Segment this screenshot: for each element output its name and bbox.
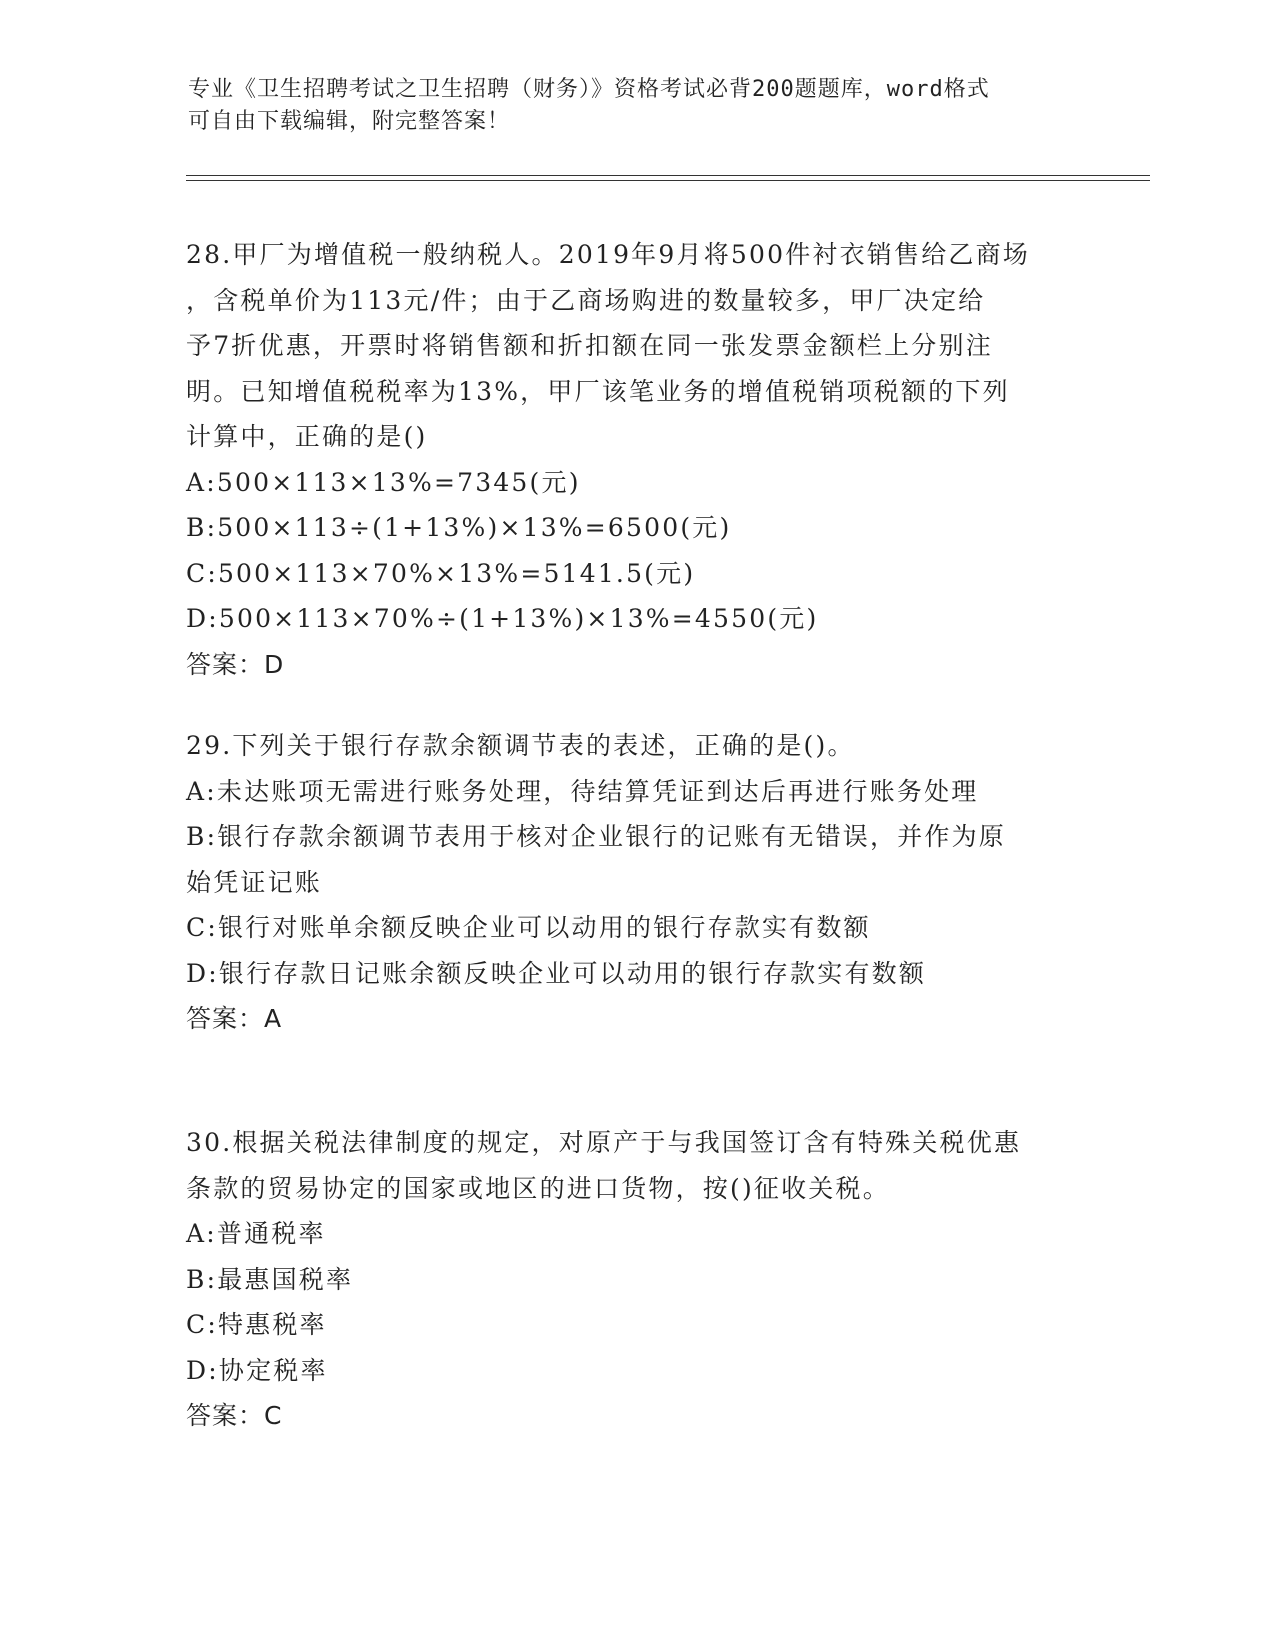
option-b: B:银行存款余额调节表用于核对企业银行的记账有无错误，并作为原 — [186, 822, 1006, 851]
header-divider-top — [186, 175, 1150, 176]
header-divider-bottom — [186, 180, 1150, 181]
option-d: D:500×113×70%÷(1+13%)×13%=4550(元) — [186, 604, 819, 633]
question-stem — [186, 232, 1086, 460]
question-stem-line: 28.甲厂为增值税一般纳税人。2019年9月将500件衬衣销售给乙商场 — [186, 240, 1031, 269]
option-a: A:未达账项无需进行账务处理，待结算凭证到达后再进行账务处理 — [186, 776, 979, 806]
question-stem — [186, 723, 1086, 769]
option-c: C:500×113×70%×13%=5141.5(元) — [186, 558, 696, 588]
question-stem-line: 计算中，正确的是() — [186, 422, 428, 451]
option-b: B:500×113÷(1+13%)×13%=6500(元) — [186, 513, 732, 542]
question-stem-line: 条款的贸易协定的国家或地区的进口货物，按()征收关税。 — [186, 1173, 890, 1203]
option-c: C:银行对账单余额反映企业可以动用的银行存款实有数额 — [186, 913, 871, 942]
question-stem-line: 予7折优惠，开票时将销售额和折扣额在同一张发票金额栏上分别注 — [186, 331, 993, 360]
question-stem-line: 明。已知增值税税率为13%，甲厂该笔业务的增值税销项税额的下列 — [186, 376, 1010, 406]
question-stem-line: ，含税单价为113元/件；由于乙商场购进的数量较多，甲厂决定给 — [186, 285, 986, 315]
option-a: A:500×113×13%=7345(元) — [186, 467, 581, 497]
question-29 — [186, 723, 1086, 1042]
answer-label: 答案：C — [186, 1401, 283, 1430]
answer-label: 答案：D — [186, 649, 285, 679]
option-a: A:普通税率 — [186, 1219, 326, 1248]
question-stem-line: 30.根据关税法律制度的规定，对原产于与我国签订含有特殊关税优惠 — [186, 1128, 1022, 1157]
answer-label: 答案：A — [186, 1004, 283, 1033]
option-d: D:银行存款日记账余额反映企业可以动用的银行存款实有数额 — [186, 958, 927, 988]
question-28 — [186, 232, 1086, 687]
header-line-1: 专业《卫生招聘考试之卫生招聘（财务）》资格考试必背200题题库，word格式 — [188, 77, 990, 102]
option-d: D:协定税率 — [186, 1355, 328, 1385]
question-30 — [186, 1120, 1086, 1439]
option-b: B:最惠国税率 — [186, 1264, 354, 1294]
header-line-2: 可自由下载编辑，附完整答案！ — [188, 109, 511, 134]
question-stem — [186, 1120, 1086, 1211]
option-c: C:特惠税率 — [186, 1310, 327, 1339]
document-header — [188, 74, 1088, 138]
question-stem-line: 29.下列关于银行存款余额调节表的表述，正确的是()。 — [186, 731, 855, 760]
option-b-continued: 始凭证记账 — [186, 867, 323, 897]
